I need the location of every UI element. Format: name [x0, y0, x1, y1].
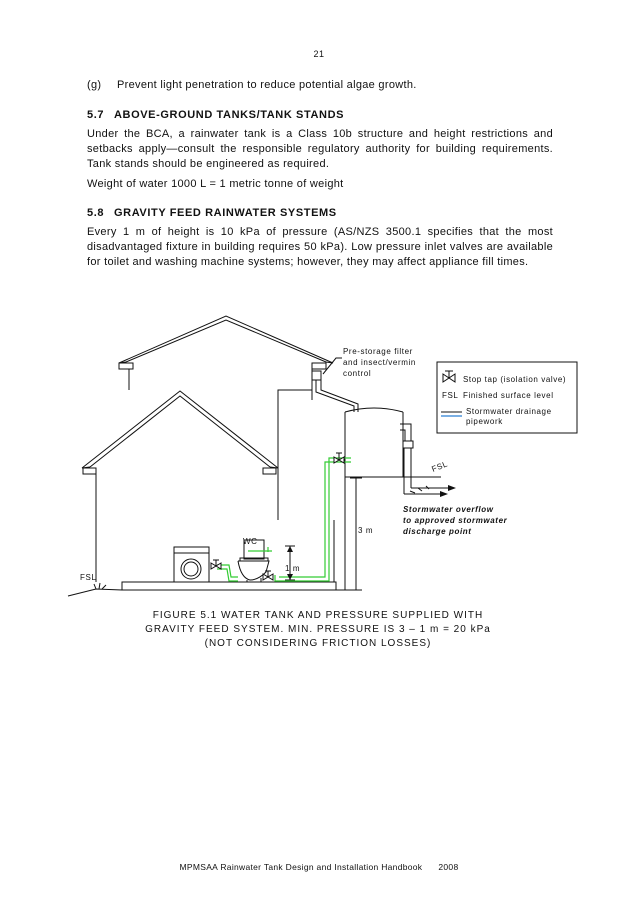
prestorage-label-3: control: [343, 369, 372, 378]
weight-note: Weight of water 1000 L = 1 metric tonne of weight: [87, 178, 344, 190]
legend-fsl-abbr: FSL: [442, 391, 459, 400]
section-number: 5.7: [87, 109, 105, 121]
stop-tap-icon: [263, 571, 273, 580]
list-item-text: Prevent light penetration to reduce potential algae growth.: [117, 79, 417, 91]
page-number: 21: [313, 49, 325, 59]
overflow-label-2: to approved stormwater: [403, 516, 508, 525]
upper-gutters: [119, 363, 326, 369]
page-footer: [0, 862, 638, 872]
ground-left: [68, 589, 122, 596]
overflow-label-3: discharge point: [403, 527, 472, 536]
grass-tuft-left: [94, 583, 106, 589]
footer-text: MPMSAA Rainwater Tank Design and Installation Handbook: [179, 862, 423, 872]
upper-storey-link: [278, 390, 312, 468]
list-item-label: (g): [87, 79, 102, 91]
washing-machine: [174, 547, 209, 582]
overflow-label-1: Stormwater overflow: [403, 505, 494, 514]
legend-stop-tap-label: Stop tap (isolation valve): [463, 375, 567, 384]
lower-roof: [82, 391, 278, 468]
lower-gutters: [83, 468, 276, 474]
overflow-pipe: [400, 424, 448, 494]
grass-tuft-right: [410, 486, 429, 493]
section-title: ABOVE-GROUND TANKS/TANK STANDS: [114, 109, 345, 121]
section-number: 5.8: [87, 207, 105, 219]
dimension-arrow-icon: [287, 546, 293, 552]
three-m-label: 3 m: [358, 526, 374, 535]
legend-fsl-label: Finished surface level: [463, 391, 554, 400]
figure-caption: [90, 609, 546, 651]
fsl-right-label: FSL: [430, 459, 450, 474]
section-5-7-paragraph: Under the BCA, a rainwater tank is a Class 10b structure and height restrictions and setbacks apply—consult the responsible regulatory authority for building requirements. Tank stands should be engineered as required.: [87, 128, 553, 170]
upper-roof: [119, 316, 333, 363]
overflow-arrow-icon: [448, 485, 456, 491]
section-5-8-paragraph: Every 1 m of height is 10 kPa of pressure (AS/NZS 3500.1 specifies that the most disadvantaged fixture in building requires 50 kPa). Low pressure inlet valves are available for toilet and washing machine systems; however, they may affect appliance fill times.: [87, 226, 553, 268]
caption-line-2: GRAVITY FEED SYSTEM. MIN. PRESSURE IS 3 – 1 m = 20 kPa: [145, 624, 491, 635]
caption-line-3: (NOT CONSIDERING FRICTION LOSSES): [204, 638, 432, 649]
stop-tap-icon: [211, 560, 221, 569]
green-supply-pipe: [217, 458, 351, 581]
legend-stop-tap-icon: [443, 371, 455, 382]
section-title: GRAVITY FEED RAINWATER SYSTEMS: [114, 207, 337, 219]
rainwater-tank: [345, 408, 403, 477]
legend-drainage-label-1: Stormwater drainage: [466, 407, 552, 416]
fsl-left-label: FSL: [80, 573, 97, 582]
floor-slab: [122, 582, 336, 590]
legend-drainage-label-2: pipework: [466, 417, 503, 426]
prestorage-label-2: and insect/vermin: [343, 358, 416, 367]
prestorage-label-1: Pre-storage filter: [343, 347, 413, 356]
caption-line-1: FIGURE 5.1 WATER TANK AND PRESSURE SUPPLIED WITH: [152, 610, 484, 621]
one-m-label: 1 m: [285, 564, 301, 573]
wc-label: WC: [243, 537, 258, 546]
footer-year: 2008: [438, 862, 459, 872]
